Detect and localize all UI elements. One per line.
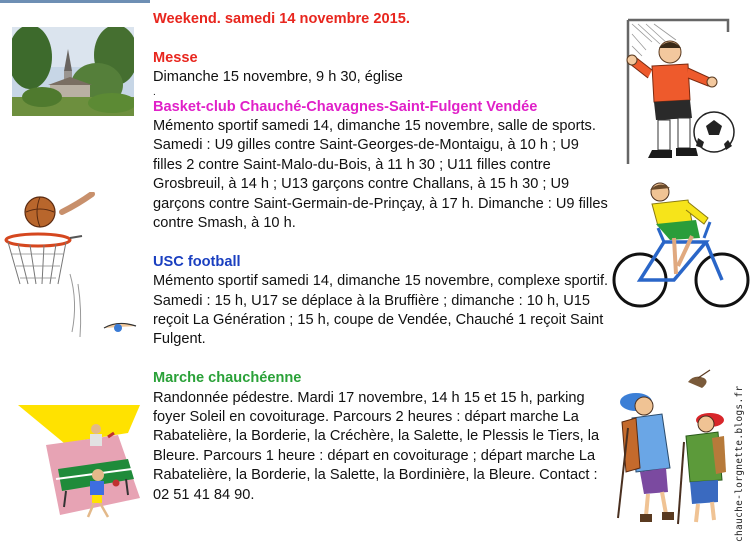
section-heading-basket: Basket-club Chauché-Chavagnes-Saint-Fulgent Vendée xyxy=(153,98,538,115)
village-church-photo xyxy=(12,27,134,116)
section-heading-marche: Marche chauchéenne xyxy=(153,370,302,387)
page-title: Weekend. samedi 14 novembre 2015. xyxy=(153,11,410,27)
section-body-football: Mémento sportif samedi 14, dimanche 15 novembre, complexe sportif. Samedi : 15 h, U17 se déplace à la Bruffière ; dimanche : 10 h, U15 reçoit La Génération ; 15 h, coupe de Vendée, Chauché 1 reçoit Saint Fulgent. xyxy=(153,273,609,348)
table-tennis xyxy=(18,403,140,523)
section-heading-football: USC football xyxy=(153,253,241,270)
spacer xyxy=(153,29,611,48)
top-rule xyxy=(0,0,150,3)
section-heading-messe: Messe xyxy=(153,49,198,66)
article-body xyxy=(153,10,611,505)
watermark-text: chauche-lorgnette.blogs.fr xyxy=(734,385,745,542)
section-body-marche: Randonnée pédestre. Mardi 17 novembre, 14 h 15 et 15 h, parking foyer Soleil en covoiturage. Parcours 2 heures : départ marche La Rabatelière, la Borderie, la Créchère, la Salette, le Plessis le Tiers, la Bleure. Parcours 1 heure : départ en covoiturage ; départ marche La Rabatelière, la Borderie, la Salette, la Bordinière, la Bleure. Contact : 02 51 41 84 90. xyxy=(153,389,600,503)
spacer xyxy=(153,233,611,252)
separator-dot: . xyxy=(153,86,156,98)
section-body-basket: Mémento sportif samedi 14, dimanche 15 novembre, salle de sports. Samedi : U9 gilles contre Saint-Georges-de-Montaigu, à 10 h ; U9 filles 2 contre Saint-Malo-du-Bois, à 11 h 30 ; U11 filles contre Grosbreuil, à 14 h ; U13 garçons contre Challans, à 15 h 30 ; U9 garçons contre Saint-Germain-de-Prinçay, à 17 h. Dimanche : U9 filles contre Smash, à 10 h. xyxy=(153,118,608,232)
spacer xyxy=(153,350,611,369)
hikers xyxy=(614,368,726,530)
basketball-dunk xyxy=(0,192,140,342)
football-goalkeeper xyxy=(626,14,736,166)
cyclist xyxy=(612,178,750,316)
section-body-messe: Dimanche 15 novembre, 9 h 30, église xyxy=(153,69,403,86)
